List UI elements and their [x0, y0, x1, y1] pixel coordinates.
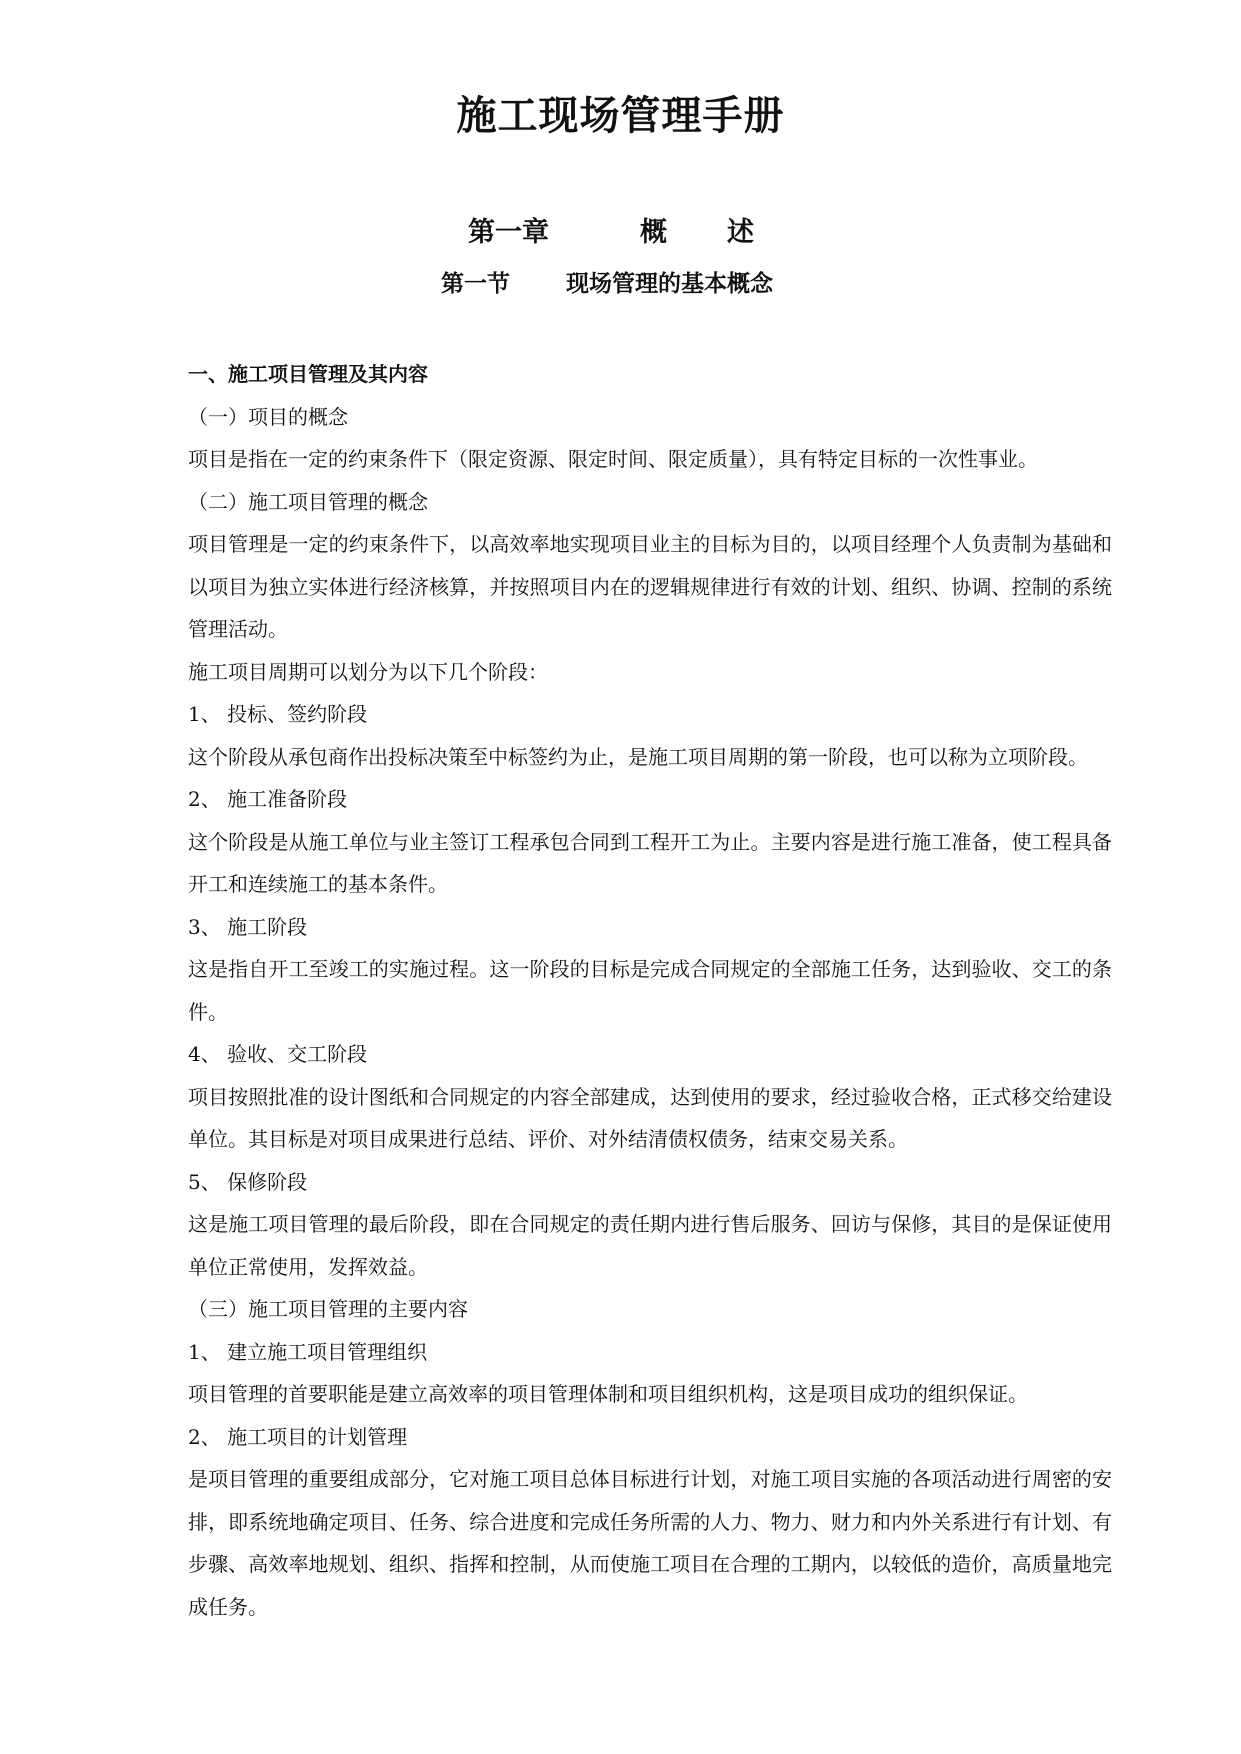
paragraph: 项目按照批准的设计图纸和合同规定的内容全部建成，达到使用的要求，经过验收合格，正式移交给建设单位。其目标是对项目成果进行总结、评价、对外结清债权债务，结束交易关系。	[188, 1084, 1112, 1151]
document-title: 施工现场管理手册	[456, 92, 785, 139]
section-number: 第一节	[441, 270, 510, 297]
chapter-number: 第一章	[468, 217, 549, 248]
paragraph: 这是指自开工至竣工的实施过程。这一阶段的目标是完成合同规定的全部施工任务，达到验收、交工的条件。	[188, 957, 1112, 1024]
section-name: 现场管理的基本概念	[566, 270, 773, 297]
paragraph: 这个阶段是从施工单位与业主签订工程承包合同到工程开工为止。主要内容是进行施工准备，使工程具备开工和连续施工的基本条件。	[188, 829, 1112, 896]
chapter-name-char-2: 述	[727, 217, 754, 248]
list-item-heading: 5、 保修阶段	[188, 1169, 308, 1194]
paragraph: 项目管理的首要职能是建立高效率的项目管理体制和项目组织机构，这是项目成功的组织保证。	[188, 1382, 1028, 1406]
heading-level-1: 一、施工项目管理及其内容	[188, 362, 428, 386]
list-item-heading: 4、 验收、交工阶段	[188, 1042, 368, 1066]
chapter-name-char-1: 概	[640, 217, 667, 248]
list-item-heading: 3、 施工阶段	[188, 914, 308, 939]
list-item-heading: 1、 投标、签约阶段	[188, 702, 368, 726]
document-body	[132, 353, 1112, 1628]
heading-level-2: （三）施工项目管理的主要内容	[188, 1297, 468, 1321]
list-item-heading: 2、 施工项目的计划管理	[188, 1424, 408, 1449]
paragraph: 是项目管理的重要组成部分，它对施工项目总体目标进行计划，对施工项目实施的各项活动进行周密的安排，即系统地确定项目、任务、综合进度和完成任务所需的人力、物力、财力和内外关系进行有计划、有步骤、高效率地规划、组织、指挥和控制，从而使施工项目在合理的工期内，以较低的造价，高质量地完成任务。	[188, 1467, 1112, 1619]
heading-level-2: （一）项目的概念	[188, 404, 348, 429]
paragraph: 这个阶段从承包商作出投标决策至中标签约为止，是施工项目周期的第一阶段，也可以称为立项阶段。	[188, 744, 1088, 769]
list-item-heading: 1、 建立施工项目管理组织	[188, 1339, 428, 1364]
paragraph: 施工项目周期可以划分为以下几个阶段：	[188, 659, 548, 684]
paragraph: 这是施工项目管理的最后阶段，即在合同规定的责任期内进行售后服务、回访与保修，其目的是保证使用单位正常使用，发挥效益。	[188, 1212, 1112, 1279]
list-item-heading: 2、 施工准备阶段	[188, 787, 348, 811]
paragraph: 项目管理是一定的约束条件下，以高效率地实现项目业主的目标为目的，以项目经理个人负责制为基础和以项目为独立实体进行经济核算，并按照项目内在的逻辑规律进行有效的计划、组织、协调、控制的系统管理活动。	[188, 532, 1112, 641]
heading-level-2: （二）施工项目管理的概念	[188, 489, 428, 514]
paragraph: 项目是指在一定的约束条件下（限定资源、限定时间、限定质量），具有特定目标的一次性事业。	[188, 447, 1038, 471]
